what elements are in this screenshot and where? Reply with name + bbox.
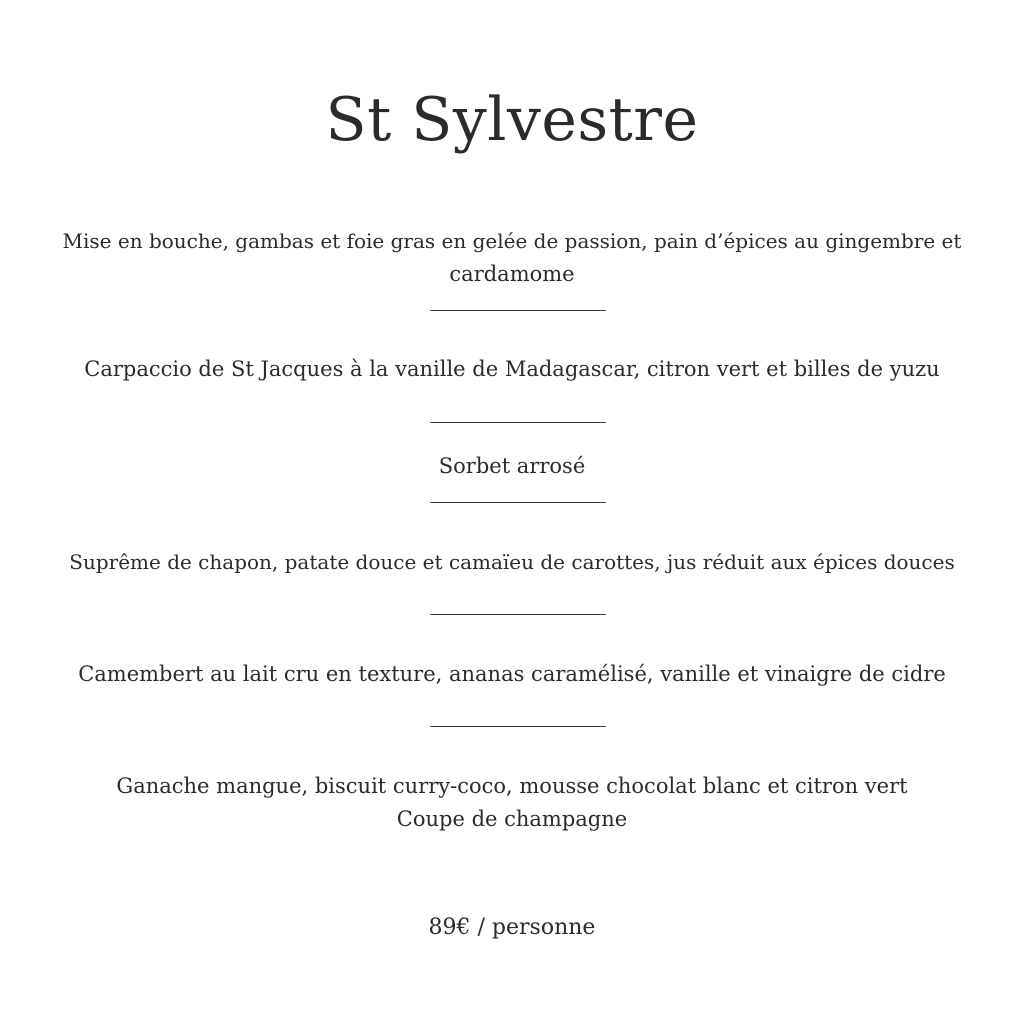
course-1-line-2: cardamome: [449, 262, 575, 286]
menu-title: St Sylvestre: [325, 85, 699, 155]
course-4-line-1: Suprême de chapon, patate douce et camaïeu de carottes, jus réduit aux épices douces: [69, 550, 955, 574]
course-divider: [430, 310, 606, 311]
course-divider: [430, 726, 606, 727]
course-divider: [430, 422, 606, 423]
course-6-line-2: Coupe de champagne: [396, 807, 628, 831]
course-divider: [430, 614, 606, 615]
course-5-line-1: Camembert au lait cru en texture, ananas caramélisé, vanille et vinaigre de cidre: [78, 662, 946, 686]
course-3-line-1: Sorbet arrosé: [438, 454, 586, 478]
menu-price: 89€ / personne: [428, 915, 596, 940]
course-6-line-1: Ganache mangue, biscuit curry-coco, mousse chocolat blanc et citron vert: [116, 774, 908, 798]
course-divider: [430, 502, 606, 503]
course-1-line-1: Mise en bouche, gambas et foie gras en gelée de passion, pain d’épices au gingembre et: [62, 229, 962, 253]
course-2-line-1: Carpaccio de St Jacques à la vanille de Madagascar, citron vert et billes de yuzu: [84, 357, 940, 381]
